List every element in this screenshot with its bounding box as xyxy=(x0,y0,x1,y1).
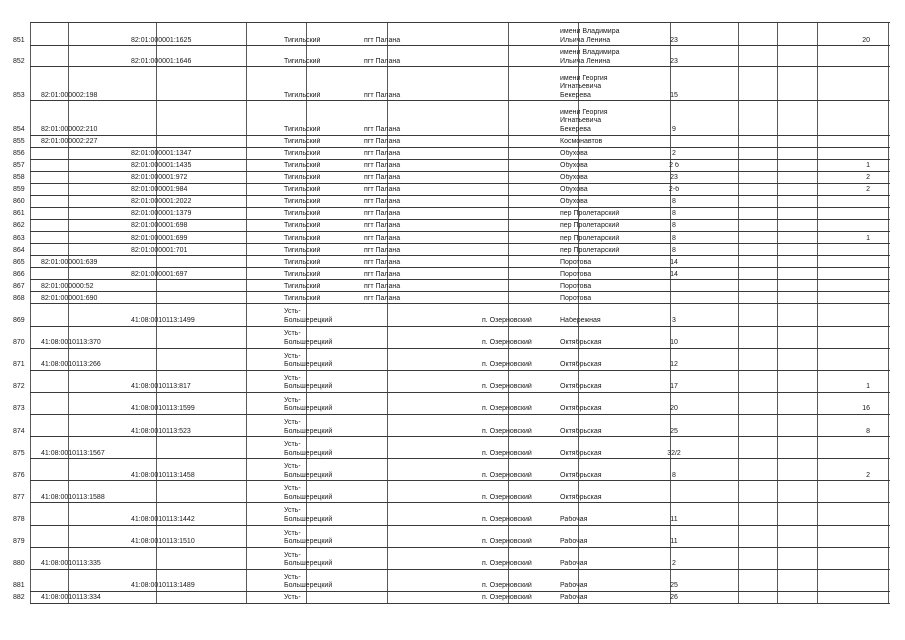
settlement-cell xyxy=(364,560,474,569)
street-cell: Рабочая xyxy=(560,594,588,602)
district-cell: Тигильский xyxy=(284,186,321,194)
district-cell: Тигильский xyxy=(284,150,321,158)
settlement-cell: пгт Палана xyxy=(364,36,401,44)
house-number-cell: 2-б xyxy=(668,186,680,194)
district-cell: Тигильский xyxy=(284,294,321,302)
village-cell: п. Озерновский xyxy=(482,383,532,391)
cadastral-number-cell: 82:01:000001:698 xyxy=(131,222,188,230)
street-cell: пер Пролетарский xyxy=(560,234,620,242)
village-cell xyxy=(482,174,557,183)
house-number-cell: 23 xyxy=(670,174,678,182)
settlement-cell xyxy=(364,538,474,547)
cadastral-number-cell: 41:08:0010113:370 xyxy=(41,339,101,347)
district-cell: Усть- Большерецкий xyxy=(284,330,333,347)
village-cell xyxy=(482,150,557,159)
cadastral-number-cell xyxy=(131,283,246,292)
settlement-cell xyxy=(364,405,474,414)
row-number: 881 xyxy=(13,582,25,590)
apartment-cell xyxy=(790,450,870,459)
village-cell xyxy=(482,259,557,268)
row-number: 863 xyxy=(13,234,25,242)
settlement-cell: пгт Палана xyxy=(364,234,401,242)
district-cell: Тигильский xyxy=(284,57,321,65)
street-cell: Обухова xyxy=(560,150,588,158)
cadastral-number-cell: 41:08:0010113:523 xyxy=(131,427,191,435)
village-cell xyxy=(482,126,557,135)
row-number: 872 xyxy=(13,383,25,391)
house-number-cell: 25 xyxy=(670,427,678,435)
cadastral-number-cell: 41:08:0010113:1458 xyxy=(131,471,195,479)
cadastral-number-cell xyxy=(131,339,246,348)
cadastral-number-cell: 41:08:0010113:1489 xyxy=(131,582,195,590)
settlement-cell xyxy=(364,494,474,503)
street-cell: Набережная xyxy=(560,316,601,324)
apartment-cell xyxy=(790,538,870,547)
house-number-cell xyxy=(639,283,709,292)
cadastral-number-cell xyxy=(131,138,246,147)
house-number-cell: 3 xyxy=(672,316,676,324)
row-number: 851 xyxy=(13,36,25,44)
cadastral-number-cell xyxy=(131,494,246,503)
settlement-cell: пгт Палана xyxy=(364,57,401,65)
apartment-cell: 1 xyxy=(866,162,870,170)
district-cell: Тигильский xyxy=(284,125,321,133)
apartment-cell xyxy=(790,317,870,326)
apartment-cell xyxy=(790,295,870,304)
settlement-cell xyxy=(364,594,474,603)
house-number-cell: 8 xyxy=(672,234,676,242)
row-number: 879 xyxy=(13,538,25,546)
district-cell: Тигильский xyxy=(284,91,321,99)
cadastral-number-cell: 41:08:0010113:266 xyxy=(41,361,101,369)
street-cell: пер Пролетарский xyxy=(560,210,620,218)
apartment-cell xyxy=(790,271,870,280)
apartment-cell xyxy=(790,339,870,348)
house-number-cell: 17 xyxy=(670,383,678,391)
cadastral-number-cell xyxy=(131,295,246,304)
street-cell: имени Георгия Игнатьевича Бекерева xyxy=(560,108,608,133)
cadastral-number-cell: 82:01:000001:1646 xyxy=(131,57,192,65)
street-cell: имени Владимира Ильича Ленина xyxy=(560,49,620,65)
house-number-cell: 14 xyxy=(670,258,678,266)
village-cell: п. Озерновский xyxy=(482,515,532,523)
cadastral-number-cell xyxy=(131,361,246,370)
row-divider xyxy=(30,603,890,604)
settlement-cell: пгт Палана xyxy=(364,294,401,302)
district-cell: Тигильский xyxy=(284,222,321,230)
street-cell: Рабочая xyxy=(560,582,588,590)
village-cell: п. Озерновский xyxy=(482,316,532,324)
row-number: 858 xyxy=(13,174,25,182)
cadastral-number-cell: 82:01:000001:701 xyxy=(131,246,188,254)
village-cell xyxy=(482,295,557,304)
row-number: 859 xyxy=(13,186,25,194)
district-cell: Тигильский xyxy=(284,36,321,44)
row-number: 867 xyxy=(13,282,25,290)
settlement-cell: пгт Палана xyxy=(364,162,401,170)
cadastral-number-cell: 41:08:0010113:817 xyxy=(131,383,191,391)
row-number: 854 xyxy=(13,125,25,133)
row-number: 860 xyxy=(13,198,25,206)
district-cell: Тигильский xyxy=(284,210,321,218)
village-cell: п. Озерновский xyxy=(482,449,532,457)
cadastral-number-cell: 82:01:000001:1625 xyxy=(131,36,192,44)
house-number-cell: 11 xyxy=(670,538,678,546)
house-number-cell xyxy=(639,138,709,147)
street-cell: Рабочая xyxy=(560,560,588,568)
cadastral-number-cell xyxy=(131,594,246,603)
street-cell: Октябрьская xyxy=(560,339,602,347)
street-cell: Поротова xyxy=(560,270,592,278)
street-cell: Октябрьская xyxy=(560,493,602,501)
district-cell: Усть- Большерецкий xyxy=(284,507,333,523)
settlement-cell xyxy=(364,450,474,459)
house-number-cell: 26 xyxy=(670,594,678,602)
house-number-cell: 15 xyxy=(670,91,678,99)
district-cell: Усть- Большерецкий xyxy=(284,573,333,590)
cadastral-number-cell: 41:08:0010113:1567 xyxy=(41,449,105,457)
district-cell: Тигильский xyxy=(284,198,321,206)
house-number-cell: 10 xyxy=(670,339,678,347)
cadastral-number-cell: 82:01:000001:697 xyxy=(131,270,188,278)
apartment-cell xyxy=(790,126,870,135)
row-number: 866 xyxy=(13,270,25,278)
district-cell: Тигильский xyxy=(284,138,321,146)
cadastral-number-cell: 82:01:000002:198 xyxy=(41,91,98,99)
cadastral-number-cell: 41:08:0010113:335 xyxy=(41,560,101,568)
row-number: 880 xyxy=(13,560,25,568)
village-cell xyxy=(482,162,557,171)
street-cell: Октябрьская xyxy=(560,361,602,369)
street-cell: Октябрьская xyxy=(560,449,602,457)
apartment-cell xyxy=(790,560,870,569)
street-cell: Октябрьская xyxy=(560,405,602,413)
district-cell: Усть- Большерецкий xyxy=(284,463,333,479)
house-number-cell: 14 xyxy=(670,270,678,278)
apartment-cell xyxy=(790,150,870,159)
apartment-cell xyxy=(790,582,870,591)
district-cell: Усть- Большерецкий xyxy=(284,441,333,457)
district-cell: Тигильский xyxy=(284,246,321,254)
row-number: 869 xyxy=(13,316,25,324)
apartment-cell xyxy=(790,594,870,603)
house-number-cell: 8 xyxy=(672,222,676,230)
house-number-cell: 23 xyxy=(670,57,678,65)
street-cell: имени Георгия Игнатьевича Бекерева xyxy=(560,74,608,99)
settlement-cell: пгт Палана xyxy=(364,138,401,146)
street-cell: Поротова xyxy=(560,258,592,266)
settlement-cell: пгт Палана xyxy=(364,198,401,206)
cadastral-number-cell: 41:08:0010113:334 xyxy=(41,594,101,602)
row-number: 877 xyxy=(13,493,25,501)
settlement-cell: пгт Палана xyxy=(364,174,401,182)
cadastral-number-cell xyxy=(131,92,246,101)
district-cell: Усть- Большерецкий xyxy=(284,374,333,391)
settlement-cell xyxy=(364,428,474,437)
apartment-cell xyxy=(790,198,870,207)
street-cell: Поротова xyxy=(560,294,592,302)
row-number: 875 xyxy=(13,449,25,457)
street-cell: Космонавтов xyxy=(560,138,603,146)
cadastral-number-cell: 82:01:000001:1379 xyxy=(131,210,192,218)
settlement-cell: пгт Палана xyxy=(364,222,401,230)
house-number-cell: 8 xyxy=(672,198,676,206)
street-cell: Октябрьская xyxy=(560,471,602,479)
settlement-cell xyxy=(364,582,474,591)
house-number-cell: 32/2 xyxy=(667,449,681,457)
row-number: 882 xyxy=(13,594,25,602)
settlement-cell: пгт Палана xyxy=(364,270,401,278)
apartment-cell xyxy=(790,58,870,67)
house-number-cell: 20 xyxy=(670,405,678,413)
cadastral-number-cell xyxy=(131,259,246,268)
cadastral-number-cell xyxy=(131,126,246,135)
cadastral-number-cell: 41:08:0010113:1599 xyxy=(131,405,195,413)
street-cell: Рабочая xyxy=(560,538,588,546)
apartment-cell xyxy=(790,247,870,256)
house-number-cell xyxy=(639,494,709,503)
village-cell xyxy=(482,186,557,195)
row-number: 876 xyxy=(13,471,25,479)
settlement-cell xyxy=(364,361,474,370)
cadastral-number-cell: 82:01:000002:210 xyxy=(41,125,98,133)
village-cell: п. Озерновский xyxy=(482,339,532,347)
apartment-cell: 8 xyxy=(866,427,870,435)
row-number: 870 xyxy=(13,339,25,347)
district-cell: Тигильский xyxy=(284,282,321,290)
cadastral-number-cell: 41:08:0010113:1442 xyxy=(131,515,195,523)
settlement-cell xyxy=(364,516,474,525)
street-cell: Поротова xyxy=(560,282,592,290)
village-cell xyxy=(482,210,557,219)
house-number-cell: 2 б xyxy=(669,162,679,170)
village-cell xyxy=(482,138,557,147)
cadastral-number-cell: 82:01:000001:1435 xyxy=(131,162,192,170)
house-number-cell: 8 xyxy=(672,210,676,218)
cadastral-number-cell: 82:01:000001:699 xyxy=(131,234,188,242)
row-number: 856 xyxy=(13,150,25,158)
village-cell: п. Озерновский xyxy=(482,405,532,413)
street-cell: Октябрьская xyxy=(560,383,602,391)
apartment-cell xyxy=(790,259,870,268)
row-number: 855 xyxy=(13,138,25,146)
district-cell: Усть- Большерецкий xyxy=(284,352,333,369)
cadastral-number-cell: 41:08:0010113:1499 xyxy=(131,316,195,324)
district-cell: Тигильский xyxy=(284,174,321,182)
house-number-cell: 11 xyxy=(670,515,678,523)
village-cell xyxy=(482,58,557,67)
apartment-cell xyxy=(790,361,870,370)
street-cell: Обухова xyxy=(560,162,588,170)
street-cell: пер Пролетарский xyxy=(560,222,620,230)
village-cell: п. Озерновский xyxy=(482,361,532,369)
apartment-cell: 2 xyxy=(866,186,870,194)
street-cell: Обухова xyxy=(560,174,588,182)
row-number: 853 xyxy=(13,91,25,99)
cadastral-number-cell: 82:01:000001:1347 xyxy=(131,150,192,158)
settlement-cell xyxy=(364,339,474,348)
village-cell xyxy=(482,92,557,101)
row-number: 861 xyxy=(13,210,25,218)
apartment-cell xyxy=(790,222,870,231)
settlement-cell xyxy=(364,383,474,392)
apartment-cell xyxy=(790,516,870,525)
table-top-border xyxy=(30,22,890,23)
cadastral-number-cell xyxy=(131,450,246,459)
village-cell xyxy=(482,247,557,256)
district-cell: Усть- Большерецкий xyxy=(284,551,333,568)
house-number-cell: 12 xyxy=(670,361,678,369)
row-number: 878 xyxy=(13,515,25,523)
village-cell xyxy=(482,222,557,231)
street-cell: Обухова xyxy=(560,198,588,206)
apartment-cell xyxy=(790,494,870,503)
street-cell: пер Пролетарский xyxy=(560,246,620,254)
village-cell: п. Озерновский xyxy=(482,493,532,501)
street-cell: Обухова xyxy=(560,186,588,194)
house-number-cell: 8 xyxy=(672,471,676,479)
district-cell: Усть- Большерецкий xyxy=(284,485,333,501)
village-cell: п. Озерновский xyxy=(482,427,532,435)
cadastral-number-cell: 82:01:000001:690 xyxy=(41,294,98,302)
row-number: 871 xyxy=(13,361,25,369)
apartment-cell: 1 xyxy=(866,383,870,391)
cadastral-number-cell: 82:01:000002:227 xyxy=(41,138,98,146)
house-number-cell: 2 xyxy=(672,560,676,568)
apartment-cell: 1 xyxy=(866,234,870,242)
village-cell: п. Озерновский xyxy=(482,538,532,546)
house-number-cell: 8 xyxy=(672,246,676,254)
district-cell: Усть- xyxy=(284,594,301,602)
settlement-cell: пгт Палана xyxy=(364,150,401,158)
settlement-cell xyxy=(364,317,474,326)
street-cell: имени Владимира Ильича Ленина xyxy=(560,27,620,44)
settlement-cell: пгт Палана xyxy=(364,246,401,254)
district-cell: Тигильский xyxy=(284,270,321,278)
apartment-cell xyxy=(790,92,870,101)
settlement-cell xyxy=(364,472,474,481)
row-number: 865 xyxy=(13,258,25,266)
district-cell: Тигильский xyxy=(284,234,321,242)
settlement-cell: пгт Палана xyxy=(364,258,401,266)
village-cell xyxy=(482,271,557,280)
cadastral-number-cell: 41:08:0010113:1510 xyxy=(131,538,195,546)
apartment-cell xyxy=(790,138,870,147)
cadastral-number-cell xyxy=(131,560,246,569)
district-cell: Тигильский xyxy=(284,162,321,170)
cadastral-number-cell: 82:01:000000:52 xyxy=(41,282,94,290)
house-number-cell xyxy=(639,295,709,304)
settlement-cell: пгт Палана xyxy=(364,282,401,290)
settlement-cell: пгт Палана xyxy=(364,125,401,133)
district-cell: Усть- Большерецкий xyxy=(284,308,333,324)
settlement-cell: пгт Палана xyxy=(364,91,401,99)
village-cell: п. Озерновский xyxy=(482,594,532,602)
cadastral-number-cell: 82:01:000001:972 xyxy=(131,174,188,182)
cadastral-number-cell: 41:08:0010113:1588 xyxy=(41,493,105,501)
house-number-cell: 2 xyxy=(672,150,676,158)
row-number: 862 xyxy=(13,222,25,230)
cadastral-number-cell: 82:01:000001:639 xyxy=(41,258,98,266)
district-cell: Усть- Большерецкий xyxy=(284,396,333,413)
settlement-cell: пгт Палана xyxy=(364,210,401,218)
row-number: 864 xyxy=(13,246,25,254)
village-cell xyxy=(482,37,557,46)
row-number: 852 xyxy=(13,57,25,65)
apartment-cell: 2 xyxy=(866,471,870,479)
village-cell: п. Озерновский xyxy=(482,471,532,479)
house-number-cell: 25 xyxy=(670,582,678,590)
village-cell xyxy=(482,283,557,292)
village-cell: п. Озерновский xyxy=(482,560,532,568)
apartment-cell: 16 xyxy=(862,405,870,413)
cadastral-number-cell: 82:01:000001:984 xyxy=(131,186,188,194)
house-number-cell: 23 xyxy=(670,36,678,44)
house-number-cell: 9 xyxy=(672,125,676,133)
apartment-cell: 2 xyxy=(866,174,870,182)
row-number: 857 xyxy=(13,162,25,170)
apartment-cell xyxy=(790,283,870,292)
apartment-cell xyxy=(790,210,870,219)
district-cell: Усть- Большерецкий xyxy=(284,418,333,435)
settlement-cell: пгт Палана xyxy=(364,186,401,194)
apartment-cell: 20 xyxy=(862,36,870,44)
cadastral-number-cell: 82:01:000001:2022 xyxy=(131,198,192,206)
village-cell xyxy=(482,235,557,244)
village-cell: п. Озерновский xyxy=(482,582,532,590)
row-number: 873 xyxy=(13,405,25,413)
village-cell xyxy=(482,198,557,207)
street-cell: Октябрьская xyxy=(560,427,602,435)
district-cell: Тигильский xyxy=(284,258,321,266)
row-number: 868 xyxy=(13,294,25,302)
row-number: 874 xyxy=(13,427,25,435)
street-cell: Рабочая xyxy=(560,515,588,523)
district-cell: Усть- Большерецкий xyxy=(284,529,333,546)
